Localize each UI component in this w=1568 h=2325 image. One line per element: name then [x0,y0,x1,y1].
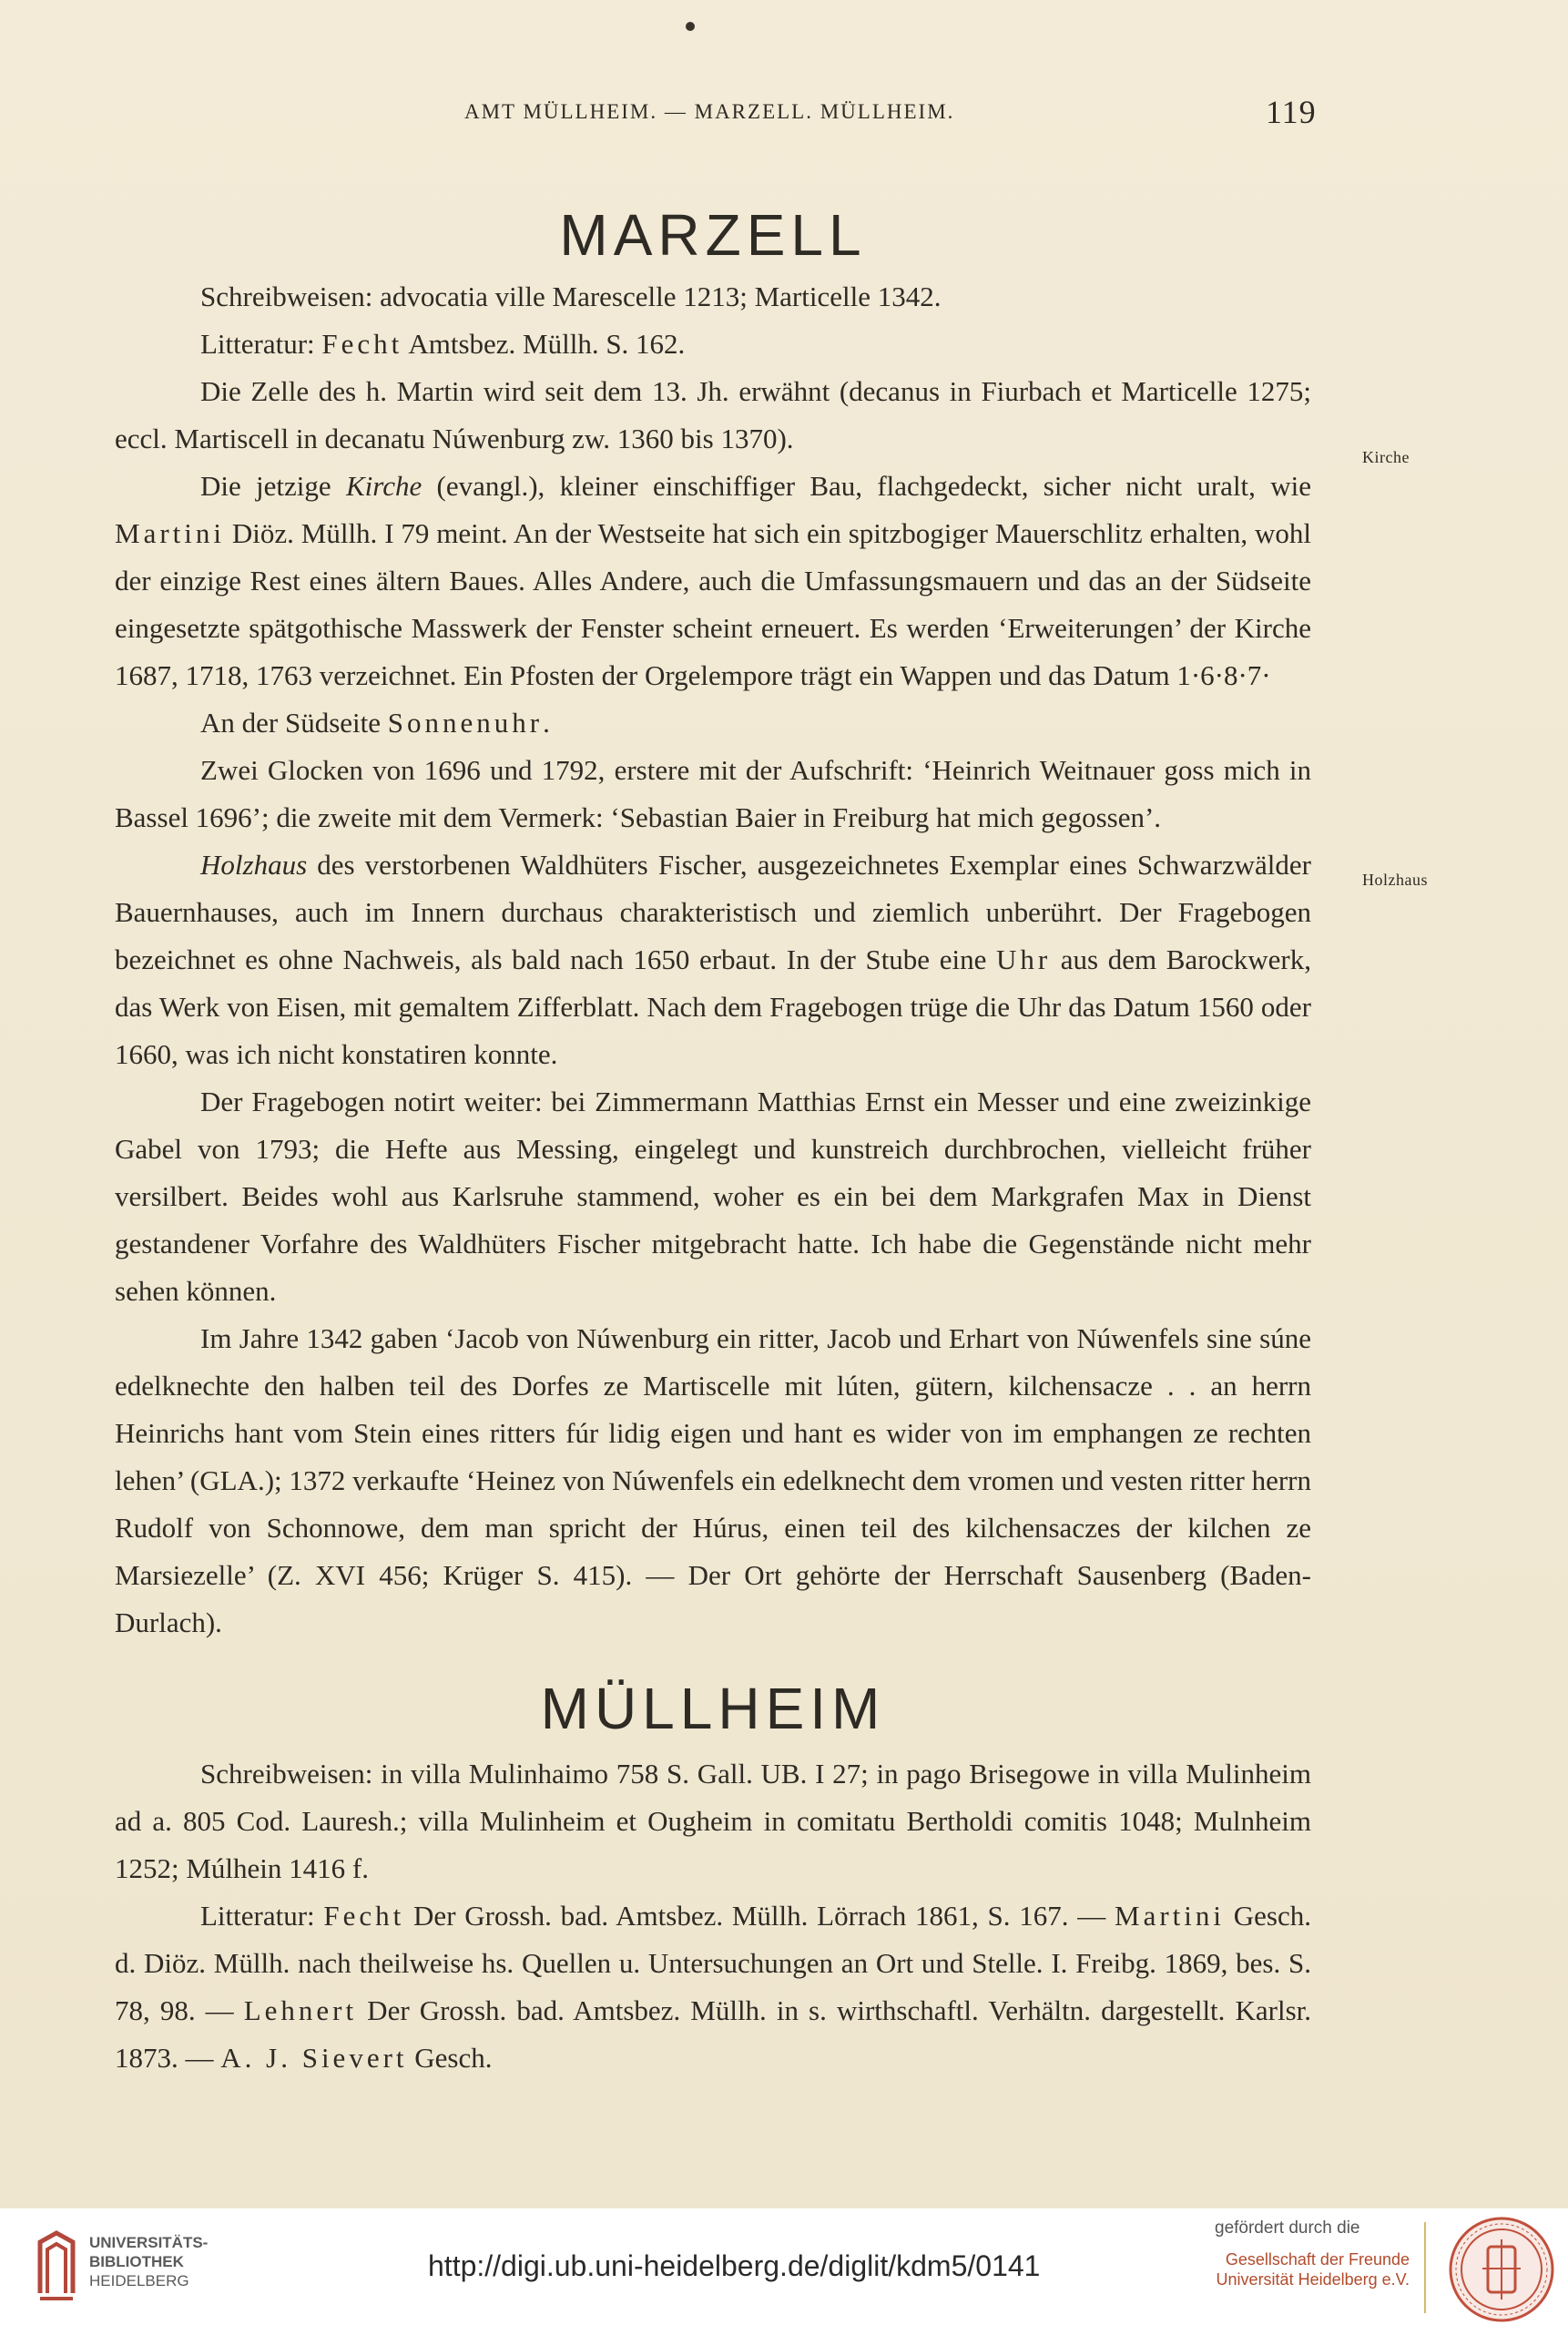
sponsor-name [1215,2249,1410,2289]
text-run: Litteratur: [200,328,322,360]
paragraph-glocken: Zwei Glocken von 1696 und 1792, erstere mit der Aufschrift: ‘Heinrich Weitnauer goss mich in Bassel 1696’; die zweite mit dem Vermerk: ‘Sebastian Baier in Freiburg hat mich gegossen’. [115,754,1311,833]
text-run: Der Grossh. bad. Amtsbez. Müllh. in s. wirthschaftl. Verhältn. dargestellt. Karlsr. 1873. — [115,1994,1311,2074]
paragraph-geschichte: Im Jahre 1342 gaben ‘Jacob von Núwenburg ein ritter, Jacob und Erhart von Núwenfels sine súne edelknechte den halben teil des Dorfes ze Martiscelle mit lúten, gütern, kilchensacze . . an herrn Heinrichs hant vom Stein eines ritters fúr lidig eigen und hant es wider von im emphangen ze rechten lehen’ (GLA.); 1372 verkaufte ‘Heinez von Núwenfels ein edelknecht dem vromen und vesten ritter herrn Rudolf von Schonnowe, dem man spricht der Húrus, einen teil des kilchensaczes der kilchen ze Marsiezelle’ (Z. XVI 456; Krüger S. 415). — Der Ort gehörte der Herrschaft Sausenberg (Baden-Durlach). [115,1322,1311,1638]
university-library-logo-icon [36,2229,76,2304]
author-name: Martini [115,517,225,549]
sponsor-name-line: Gesellschaft der Freunde [1225,2250,1410,2269]
author-name: A. J. Sievert [220,2042,408,2074]
text-run: Diöz. Müllh. I 79 meint. An der Westseite hat sich ein spitzbogiger Mauerschlitz erhalten, wohl der einzige Rest eines ältern Baues. Alles Andere, auch die Umfassungsmauern und das an der Südseite eingesetzte spätgothische Masswerk der Fenster scheint erneuert. Es werden ‘Erweiterungen’ der Kirche 1687, 1718, 1763 verzeichnet. Ein Pfosten der Orgelempore trägt ein Wappen und das Datum 1·6·8·7· [115,517,1311,691]
sponsor-label: gefördert durch die [1215,2218,1360,2238]
library-name-line: UNIVERSITÄTS- [89,2234,209,2251]
margin-note-holzhaus: Holzhaus [1362,871,1428,889]
permalink-url[interactable]: http://digi.ub.uni-heidelberg.de/diglit/kdm5/0141 [428,2249,1041,2282]
sponsor-name-line: Universität Heidelberg e.V. [1216,2270,1410,2289]
marzell-body [115,273,1311,1647]
paragraph-schreibweisen: Schreibweisen: advocatia ville Marescelle 1213; Marticelle 1342. [200,280,942,312]
keyword-holzhaus: Holzhaus [200,849,308,881]
section-title-muellheim: MÜLLHEIM [540,1676,886,1741]
text-run: Litteratur: [200,1900,324,1932]
text-run: Gesch. d. Diöz. Müllh. nach theilweise hs. Quellen u. Untersuchungen an Ort und Stelle. I. Freibg. 1869, bes. S. 78, 98. — [115,1900,1311,2026]
text-run: (evangl.), kleiner einschiffiger Bau, flachgedeckt, sicher nicht uralt, wie [422,470,1311,502]
muellheim-body [115,1750,1311,2082]
keyword-sonnenuhr: Sonnenuhr [387,707,544,739]
library-name [89,2233,208,2290]
paragraph-schreibweisen-muellheim: Schreibweisen: in villa Mulinhaimo 758 S. Gall. UB. I 27; in pago Brisegowe in villa Mulinheim ad a. 805 Cod. Lauresh.; villa Mulinheim et Ougheim in comitatu Bertholdi comitis 1048; Mulnheim 1252; Múlhein 1416 f. [115,1758,1311,1884]
university-seal-icon [1448,2216,1555,2323]
paragraph-litteratur-muellheim [115,1892,1311,2082]
paragraph-fragebogen: Der Fragebogen notirt weiter: bei Zimmermann Matthias Ernst ein Messer und eine zweizinkige Gabel von 1793; die Hefte aus Messing, eingelegt und kunstreich durchbrochen, vielleicht früher versilbert. Beides wohl aus Karlsruhe stammend, woher es ein bei dem Markgrafen Max in Dienst gestandener Vorfahre des Waldhüters Fischer mitgebracht hatte. Ich habe die Gegenstände nicht mehr sehen können. [115,1086,1311,1307]
running-head [0,93,1568,129]
section-muellheim [115,1672,1311,1745]
paragraph-sonnenuhr [115,699,1311,747]
author-name: Lehnert [243,1994,358,2026]
printer-mark [686,22,695,31]
page-number: 119 [1266,94,1317,130]
text-run: Die jetzige [200,470,346,502]
text-run: Gesch. [407,2042,493,2074]
library-name-line: HEIDELBERG [89,2272,189,2289]
library-name-line: BIBLIOTHEK [89,2253,184,2270]
text-run: An der Südseite [200,707,388,739]
paragraph-zelle: Die Zelle des h. Martin wird seit dem 13. Jh. erwähnt (decanus in Fiurbach et Marticelle 1275; eccl. Martiscell in decanatu Núwenburg zw. 1360 bis 1370). [115,375,1311,454]
text-run: Amtsbez. Müllh. S. 162. [402,328,686,360]
text-run: des verstorbenen Waldhüters Fischer, ausgezeichnetes Exemplar eines Schwarzwälder Bauernhauses, auch im Innern durchaus charakteristisch und ziemlich unberührt. Der Fragebogen bezeichnet es ohne Nachweis, als bald nach 1650 erbaut. In der Stube eine [115,849,1311,975]
keyword-uhr: Uhr [995,943,1052,975]
author-name: Fecht [321,328,403,360]
author-name: Fecht [323,1900,405,1932]
text-run: . [543,707,550,739]
paragraph-litteratur [115,321,1311,368]
section-marzell [115,199,1311,271]
keyword-kirche: Kirche [345,470,423,502]
section-title-marzell: MARZELL [559,202,867,268]
running-title: AMT MÜLLHEIM. — MARZELL. MÜLLHEIM. [464,100,955,123]
paragraph-kirche [115,463,1311,699]
text-run: aus dem Barockwerk, das Werk von Eisen, mit gemaltem Zifferblatt. Nach dem Fragebogen trüge die Uhr das Datum 1560 oder 1660, was ich nicht konstatiren konnte. [115,943,1311,1070]
margin-note-kirche: Kirche [1362,448,1410,466]
author-name: Martini [1115,1900,1226,1932]
footer-divider [1424,2222,1426,2313]
paragraph-holzhaus [115,841,1311,1078]
text-run: Der Grossh. bad. Amtsbez. Müllh. Lörrach 1861, S. 167. — [404,1900,1115,1932]
